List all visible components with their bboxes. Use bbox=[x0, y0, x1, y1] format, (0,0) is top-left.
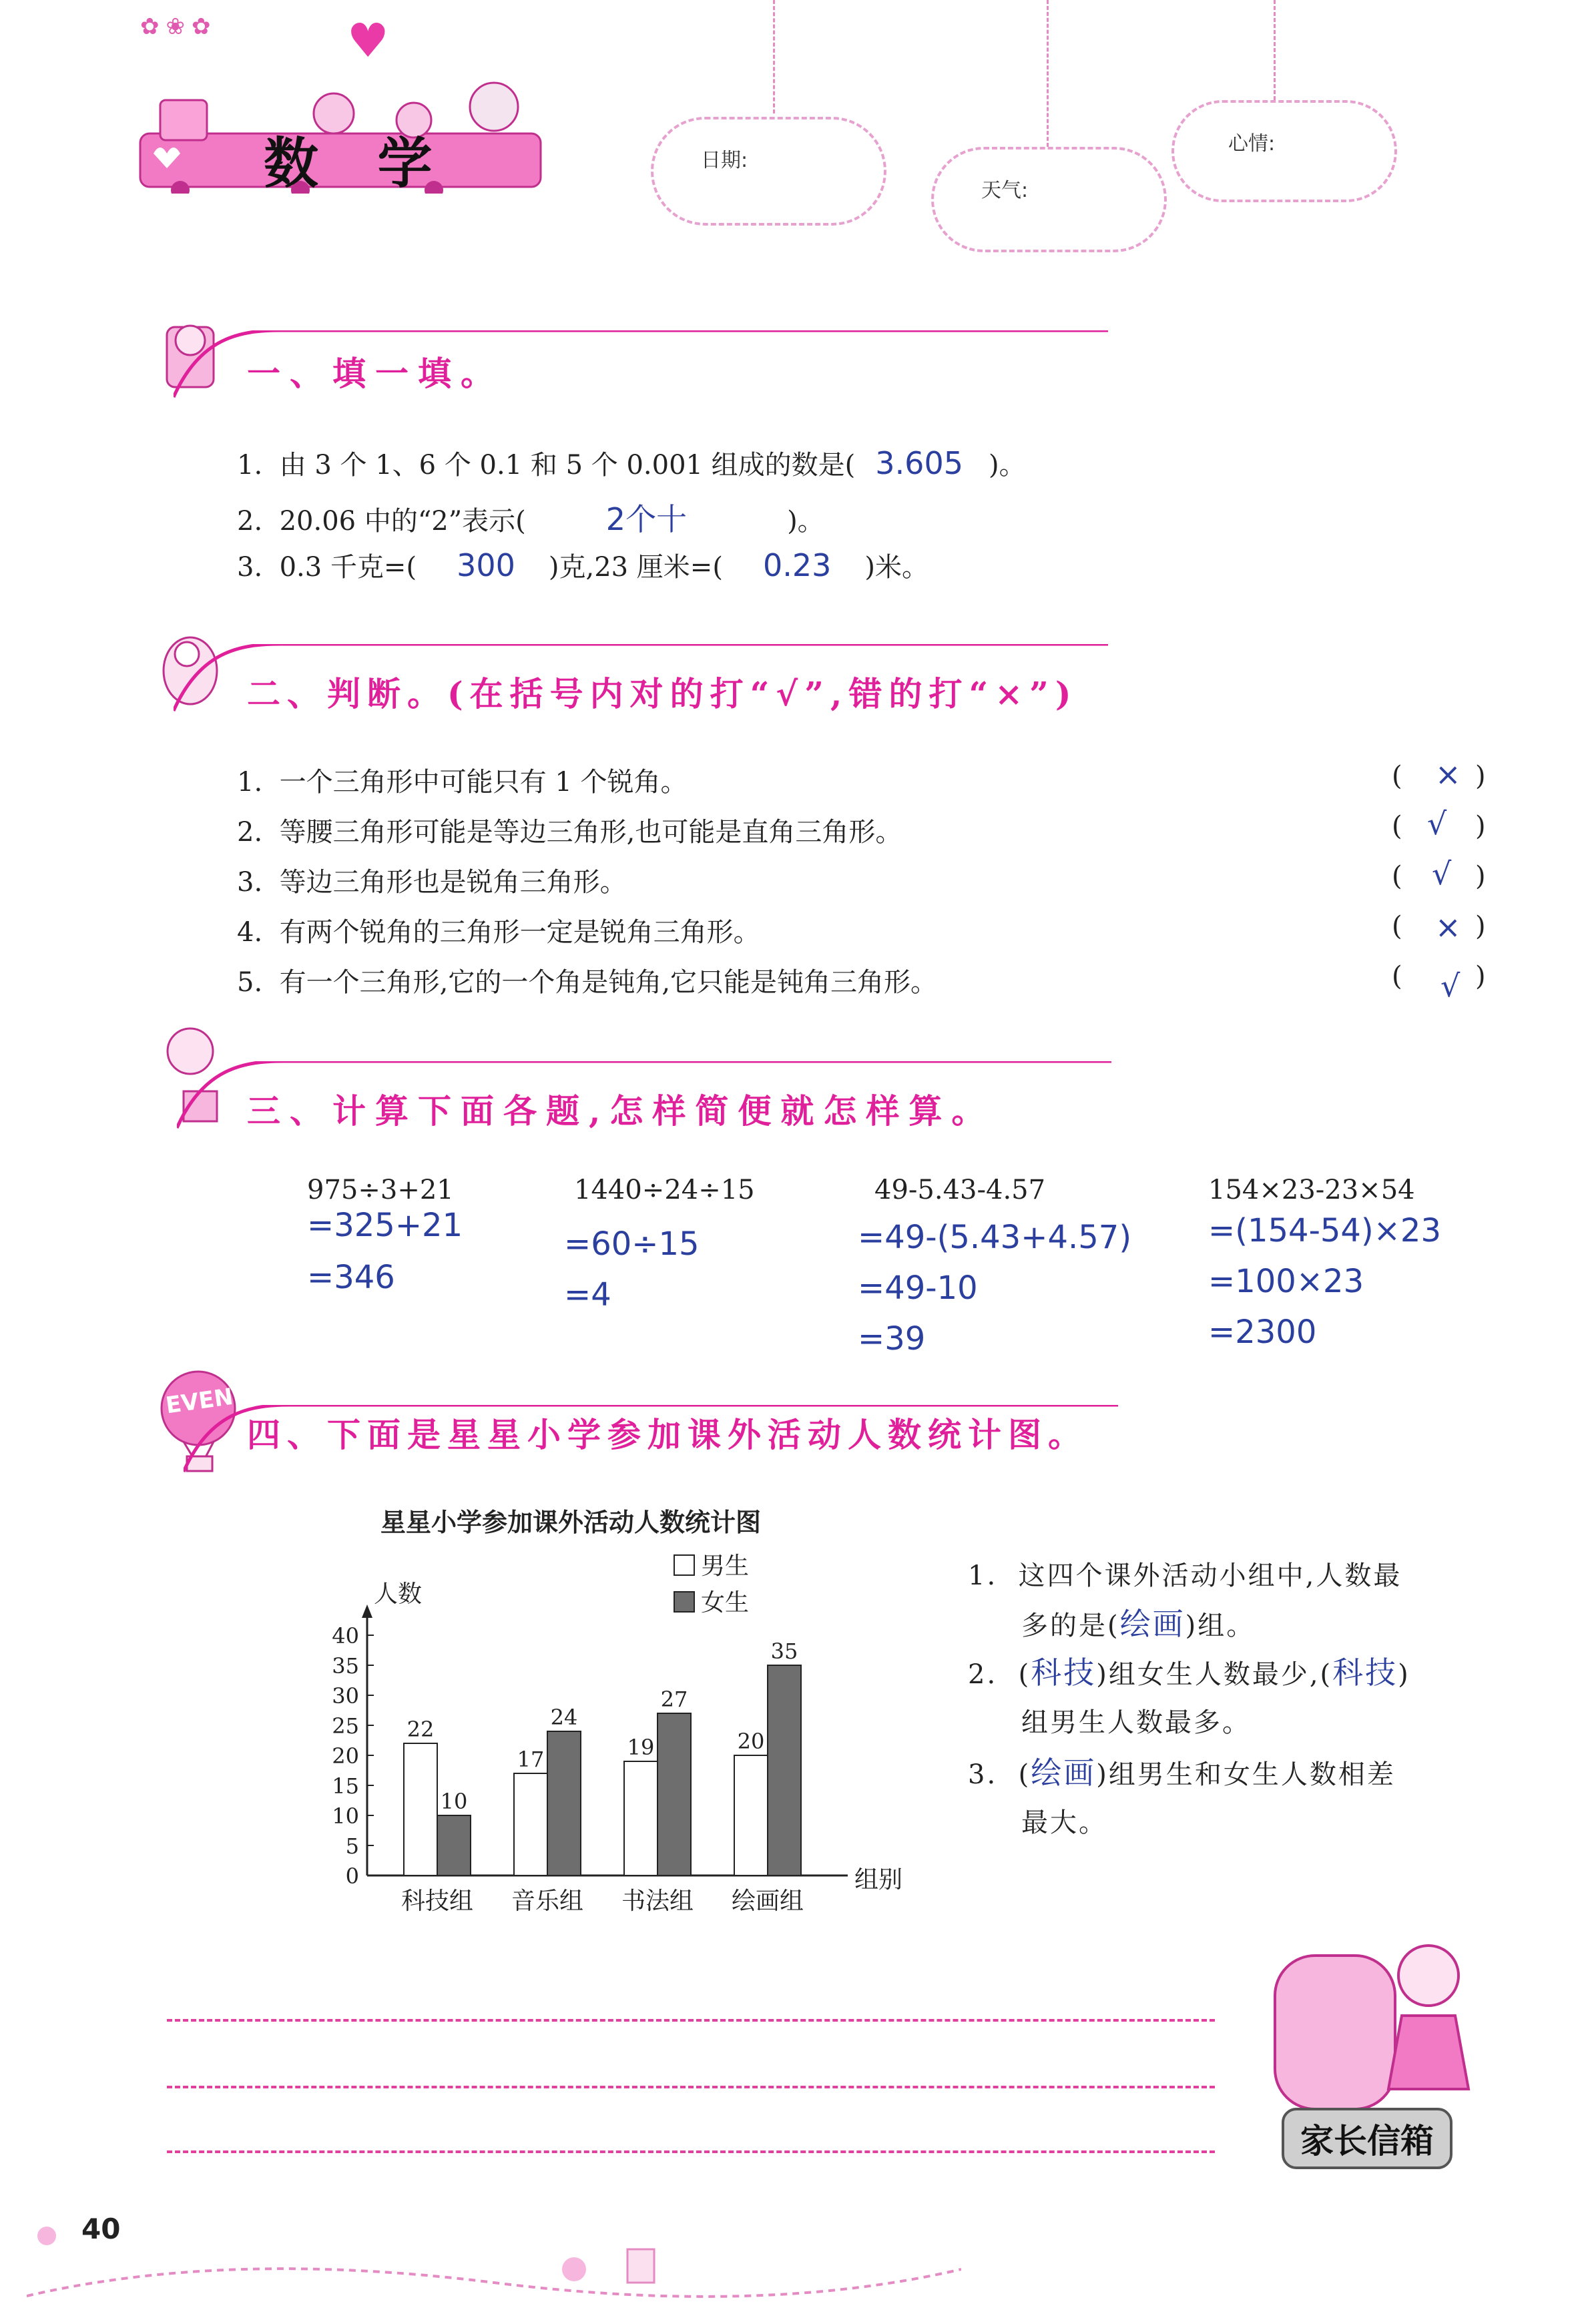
item-text: 有两个锐角的三角形一定是锐角三角形。 bbox=[279, 917, 760, 948]
problem-expression: 154×23-23×54 bbox=[1208, 1175, 1415, 1205]
solution-step: =100×23 bbox=[1208, 1263, 1364, 1300]
open-bracket: ( bbox=[1392, 761, 1402, 792]
answer-mark: √ bbox=[1440, 968, 1461, 1004]
bar-value-label: 35 bbox=[770, 1639, 798, 1664]
answer-mark: × bbox=[1435, 909, 1461, 945]
section3-title: 三、计算下面各题,怎样简便就怎样算。 bbox=[247, 1091, 995, 1131]
solution-step: =2300 bbox=[1208, 1314, 1317, 1351]
flowers-icon: ✿❀✿ bbox=[140, 13, 218, 40]
answer: 绘画 bbox=[1031, 1755, 1097, 1791]
question-text: 最大。 bbox=[1021, 1807, 1107, 1838]
answer: 0.23 bbox=[762, 547, 832, 583]
bar bbox=[734, 1755, 768, 1875]
problem-expression: 1440÷24÷15 bbox=[574, 1175, 755, 1205]
answer: 科技 bbox=[1332, 1655, 1398, 1691]
bar bbox=[624, 1761, 657, 1875]
legend-swatch bbox=[674, 1555, 694, 1575]
question-text: ( bbox=[1018, 1759, 1031, 1790]
question-text: )组女生人数最少,( bbox=[1096, 1659, 1333, 1690]
solution-step: =4 bbox=[564, 1276, 611, 1314]
item-number: 3. bbox=[237, 867, 263, 898]
x-category-label: 绘画组 bbox=[731, 1887, 804, 1915]
page-number: 40 bbox=[81, 2213, 121, 2245]
y-tick-label: 5 bbox=[345, 1833, 359, 1859]
calc-problem bbox=[307, 1175, 463, 1296]
question-text: 多的是( bbox=[1021, 1611, 1120, 1641]
section4-title: 四、下面是星星小学参加课外活动人数统计图。 bbox=[247, 1415, 1088, 1454]
event-badge: EVENT bbox=[164, 1381, 250, 1420]
mailbox-illustration bbox=[1235, 1916, 1489, 2122]
question-text: 这四个课外活动小组中,人数最 bbox=[1018, 1560, 1402, 1591]
chart-question-2 bbox=[968, 1649, 1410, 1747]
section1-title: 一、填一填。 bbox=[247, 354, 503, 393]
calc-problem bbox=[1208, 1175, 1441, 1351]
legend-label: 男生 bbox=[701, 1552, 750, 1580]
judge-item bbox=[237, 911, 760, 949]
item-number: 5. bbox=[237, 967, 263, 998]
x-category-label: 书法组 bbox=[621, 1887, 694, 1915]
y-tick-label: 10 bbox=[332, 1803, 359, 1829]
solution-step: =49-(5.43+4.57) bbox=[858, 1219, 1132, 1256]
mailbox-label: 家长信箱 bbox=[1282, 2108, 1452, 2169]
y-tick-label: 20 bbox=[332, 1743, 359, 1769]
calc-problem bbox=[858, 1175, 1132, 1358]
question-text: ) bbox=[1398, 1659, 1410, 1690]
solution-step: =346 bbox=[307, 1259, 395, 1296]
question-text: )克,23 厘米=( bbox=[548, 552, 723, 583]
y-tick-label: 0 bbox=[345, 1863, 359, 1889]
item-number: 1. bbox=[237, 767, 263, 798]
chart-title: 星星小学参加课外活动人数统计图 bbox=[380, 1508, 762, 1537]
question-number: 3. bbox=[968, 1759, 998, 1790]
bar bbox=[768, 1665, 801, 1875]
fill-question-3 bbox=[237, 546, 929, 584]
y-tick-label: 15 bbox=[332, 1773, 359, 1799]
question-number: 1. bbox=[968, 1560, 998, 1591]
question-text: 0.3 千克=( bbox=[279, 552, 417, 583]
weather-label: 天气: bbox=[981, 179, 1029, 202]
bar-value-label: 19 bbox=[627, 1735, 655, 1760]
writing-line bbox=[167, 2086, 1215, 2088]
question-text: 20.06 中的“2”表示( bbox=[279, 506, 526, 537]
bar bbox=[437, 1815, 471, 1875]
bar bbox=[547, 1731, 581, 1875]
close-bracket: ) bbox=[1475, 911, 1486, 942]
problem-expression: 49-5.43-4.57 bbox=[874, 1175, 1046, 1205]
open-bracket: ( bbox=[1392, 811, 1402, 842]
question-number: 2. bbox=[968, 1659, 998, 1690]
y-axis-label: 人数 bbox=[374, 1580, 423, 1608]
problem-expression: 975÷3+21 bbox=[307, 1175, 454, 1205]
date-cloud bbox=[651, 117, 886, 226]
question-number: 1. bbox=[237, 450, 263, 481]
question-text: )。 bbox=[989, 450, 1026, 481]
close-bracket: ) bbox=[1475, 761, 1486, 792]
bar bbox=[514, 1773, 547, 1875]
answer-mark: √ bbox=[1432, 856, 1452, 892]
judge-item bbox=[237, 811, 902, 849]
answer: 科技 bbox=[1031, 1655, 1097, 1691]
calc-problem bbox=[564, 1175, 755, 1314]
y-tick-label: 40 bbox=[332, 1623, 359, 1649]
question-text: )米。 bbox=[864, 552, 929, 583]
bar-value-label: 22 bbox=[407, 1717, 435, 1742]
item-text: 有一个三角形,它的一个角是钝角,它只能是钝角三角形。 bbox=[279, 967, 938, 998]
judge-item bbox=[237, 861, 627, 899]
bar-value-label: 20 bbox=[737, 1729, 765, 1754]
weather-cloud bbox=[931, 147, 1167, 252]
bar bbox=[404, 1743, 437, 1875]
bar-value-label: 17 bbox=[517, 1747, 545, 1772]
cloud-string bbox=[1047, 0, 1049, 147]
open-bracket: ( bbox=[1392, 961, 1402, 992]
chart-question-3 bbox=[968, 1749, 1396, 1847]
solution-step: =39 bbox=[858, 1320, 926, 1358]
open-bracket: ( bbox=[1392, 911, 1402, 942]
answer: 300 bbox=[457, 547, 515, 583]
solution-step: =49-10 bbox=[858, 1269, 978, 1307]
writing-line bbox=[167, 2019, 1215, 2022]
bar-value-label: 27 bbox=[660, 1687, 688, 1712]
judge-item bbox=[237, 961, 937, 999]
bar-value-label: 24 bbox=[550, 1705, 578, 1730]
fill-question-1 bbox=[237, 444, 1026, 482]
y-tick-label: 25 bbox=[332, 1713, 359, 1739]
y-tick-label: 30 bbox=[332, 1683, 359, 1709]
question-text: ( bbox=[1018, 1659, 1031, 1690]
section2-title: 二、判断。(在括号内对的打“√”,错的打“×”) bbox=[247, 674, 1078, 713]
answer: 绘画 bbox=[1119, 1606, 1185, 1642]
question-text: 由 3 个 1、6 个 0.1 和 5 个 0.001 组成的数是( bbox=[279, 450, 856, 481]
decorative-border bbox=[27, 2209, 961, 2316]
solution-step: =325+21 bbox=[307, 1207, 463, 1244]
heart-balloon-icon: ♥ bbox=[347, 13, 389, 68]
answer: 2个十 bbox=[605, 501, 688, 537]
close-bracket: ) bbox=[1475, 861, 1486, 892]
item-number: 4. bbox=[237, 917, 263, 948]
open-bracket: ( bbox=[1392, 861, 1402, 892]
x-axis-label: 组别 bbox=[854, 1866, 903, 1894]
mood-label: 心情: bbox=[1228, 132, 1276, 156]
answer: 3.605 bbox=[875, 445, 963, 481]
question-number: 2. bbox=[237, 506, 263, 537]
mood-cloud bbox=[1171, 100, 1397, 202]
item-number: 2. bbox=[237, 817, 263, 848]
answer-mark: √ bbox=[1427, 806, 1447, 842]
date-label: 日期: bbox=[701, 149, 748, 172]
question-text: 组男生人数最多。 bbox=[1021, 1707, 1251, 1738]
x-category-label: 音乐组 bbox=[511, 1887, 584, 1915]
close-bracket: ) bbox=[1475, 811, 1486, 842]
bar-value-label: 10 bbox=[440, 1789, 468, 1814]
cloud-string bbox=[773, 0, 775, 113]
item-text: 等边三角形也是锐角三角形。 bbox=[279, 867, 627, 898]
legend-swatch bbox=[674, 1592, 694, 1612]
writing-line bbox=[167, 2150, 1215, 2153]
cloud-string bbox=[1274, 0, 1276, 100]
item-text: 一个三角形中可能只有 1 个锐角。 bbox=[279, 767, 688, 798]
item-text: 等腰三角形可能是等边三角形,也可能是直角三角形。 bbox=[279, 817, 902, 848]
subject-title: 数 学 bbox=[264, 132, 453, 196]
fill-question-2 bbox=[237, 495, 824, 539]
chart-question-1 bbox=[968, 1552, 1402, 1650]
bar-chart bbox=[314, 1542, 941, 1936]
answer-mark: × bbox=[1435, 756, 1461, 792]
bar bbox=[657, 1713, 691, 1875]
y-tick-label: 35 bbox=[332, 1653, 359, 1679]
y-axis-arrow bbox=[362, 1605, 372, 1618]
question-text: )。 bbox=[787, 506, 824, 537]
judge-item bbox=[237, 761, 688, 799]
question-text: )组。 bbox=[1185, 1611, 1256, 1641]
x-category-label: 科技组 bbox=[401, 1887, 474, 1915]
close-bracket: ) bbox=[1475, 961, 1486, 992]
solution-step: =60÷15 bbox=[564, 1225, 700, 1263]
question-text: )组男生和女生人数相差 bbox=[1096, 1759, 1396, 1790]
question-number: 3. bbox=[237, 552, 263, 583]
legend-label: 女生 bbox=[701, 1589, 750, 1617]
solution-step: =(154-54)×23 bbox=[1208, 1212, 1441, 1249]
